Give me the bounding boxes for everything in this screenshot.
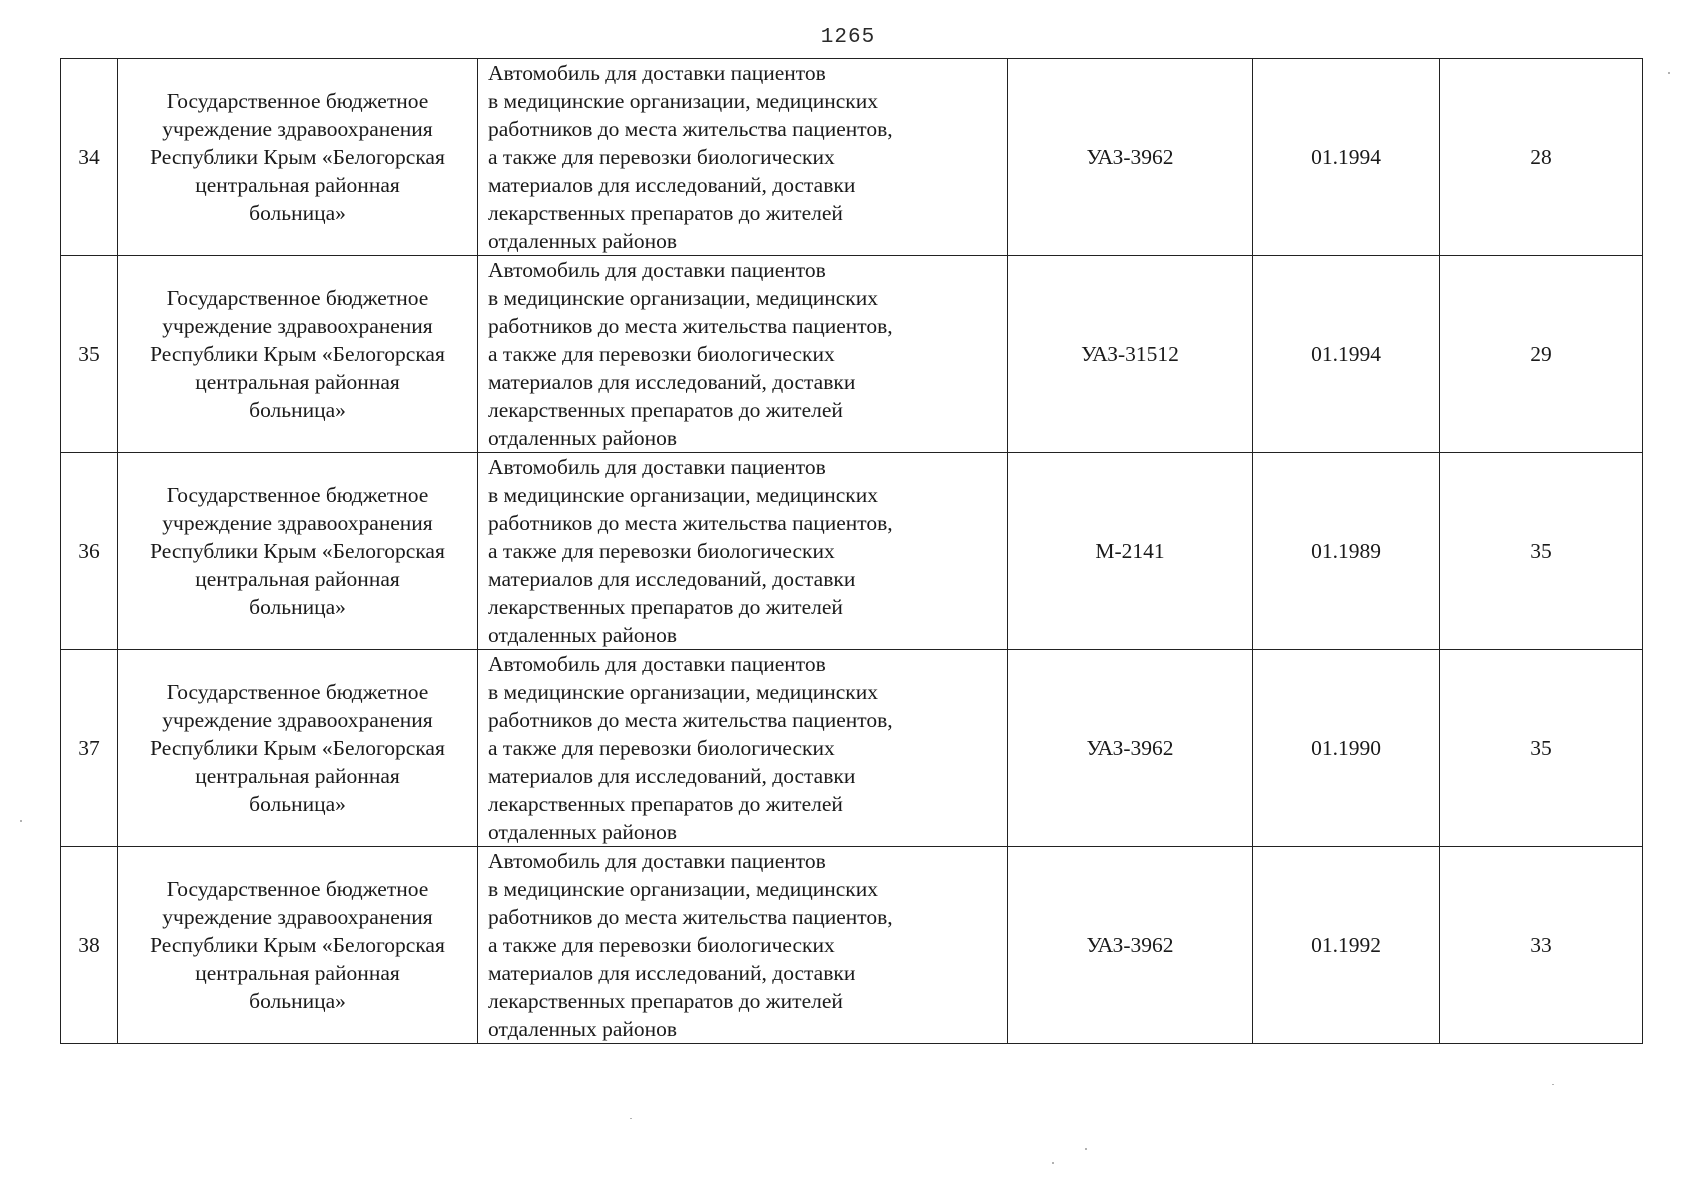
row-number: 35 bbox=[61, 256, 118, 453]
table-row bbox=[61, 847, 1643, 1044]
scan-speck bbox=[1085, 1148, 1087, 1150]
organization-name: Государственное бюджетное учреждение здравоохранения Республики Крым «Белогорская центральная районная больница» bbox=[150, 877, 445, 1013]
organization-name: Государственное бюджетное учреждение здравоохранения Республики Крым «Белогорская центральная районная больница» bbox=[150, 286, 445, 422]
row-number: 38 bbox=[61, 847, 118, 1044]
scan-speck bbox=[1668, 72, 1670, 74]
vehicle-model-cell: УАЗ-31512 bbox=[1008, 256, 1253, 453]
vehicle-purpose-cell: Автомобиль для доставки пациентов в медицинские организации, медицинских работников до места жительства пациентов, а также для перевозки биологических материалов для исследований, доставки лекарственных препаратов до жителей отдаленных районов bbox=[478, 847, 1008, 1044]
vehicle-purpose-cell: Автомобиль для доставки пациентов в медицинские организации, медицинских работников до места жительства пациентов, а также для перевозки биологических материалов для исследований, доставки лекарственных препаратов до жителей отдаленных районов bbox=[478, 59, 1008, 256]
vehicle-age-cell: 33 bbox=[1440, 847, 1643, 1044]
manufacture-date-cell: 01.1989 bbox=[1253, 453, 1440, 650]
manufacture-date-cell: 01.1994 bbox=[1253, 59, 1440, 256]
vehicle-model-cell: М-2141 bbox=[1008, 453, 1253, 650]
organization-name: Государственное бюджетное учреждение здравоохранения Республики Крым «Белогорская центральная районная больница» bbox=[150, 483, 445, 619]
manufacture-date-cell: 01.1990 bbox=[1253, 650, 1440, 847]
scan-speck bbox=[1552, 1084, 1554, 1085]
vehicle-model-cell: УАЗ-3962 bbox=[1008, 847, 1253, 1044]
row-number: 34 bbox=[61, 59, 118, 256]
vehicle-purpose-cell: Автомобиль для доставки пациентов в медицинские организации, медицинских работников до места жительства пациентов, а также для перевозки биологических материалов для исследований, доставки лекарственных препаратов до жителей отдаленных районов bbox=[478, 256, 1008, 453]
row-number: 37 bbox=[61, 650, 118, 847]
table-row bbox=[61, 453, 1643, 650]
vehicle-age-cell: 28 bbox=[1440, 59, 1643, 256]
scan-speck bbox=[630, 1118, 632, 1119]
page-number: 1265 bbox=[820, 26, 876, 49]
vehicle-age-cell: 35 bbox=[1440, 650, 1643, 847]
table-row bbox=[61, 650, 1643, 847]
vehicle-registry-table bbox=[60, 58, 1643, 1044]
table-row bbox=[61, 256, 1643, 453]
organization-name: Государственное бюджетное учреждение здравоохранения Республики Крым «Белогорская центральная районная больница» bbox=[150, 89, 445, 225]
vehicle-age-cell: 29 bbox=[1440, 256, 1643, 453]
organization-cell bbox=[118, 59, 478, 256]
scan-speck bbox=[1052, 1162, 1054, 1164]
vehicle-purpose-cell: Автомобиль для доставки пациентов в медицинские организации, медицинских работников до места жительства пациентов, а также для перевозки биологических материалов для исследований, доставки лекарственных препаратов до жителей отдаленных районов bbox=[478, 650, 1008, 847]
vehicle-model-cell: УАЗ-3962 bbox=[1008, 650, 1253, 847]
organization-cell bbox=[118, 847, 478, 1044]
scan-speck bbox=[20, 820, 22, 822]
manufacture-date-cell: 01.1994 bbox=[1253, 256, 1440, 453]
organization-cell bbox=[118, 650, 478, 847]
vehicle-purpose-cell: Автомобиль для доставки пациентов в медицинские организации, медицинских работников до места жительства пациентов, а также для перевозки биологических материалов для исследований, доставки лекарственных препаратов до жителей отдаленных районов bbox=[478, 453, 1008, 650]
vehicle-age-cell: 35 bbox=[1440, 453, 1643, 650]
manufacture-date-cell: 01.1992 bbox=[1253, 847, 1440, 1044]
table-row bbox=[61, 59, 1643, 256]
organization-cell bbox=[118, 256, 478, 453]
vehicle-model-cell: УАЗ-3962 bbox=[1008, 59, 1253, 256]
row-number: 36 bbox=[61, 453, 118, 650]
organization-name: Государственное бюджетное учреждение здравоохранения Республики Крым «Белогорская центральная районная больница» bbox=[150, 680, 445, 816]
organization-cell bbox=[118, 453, 478, 650]
